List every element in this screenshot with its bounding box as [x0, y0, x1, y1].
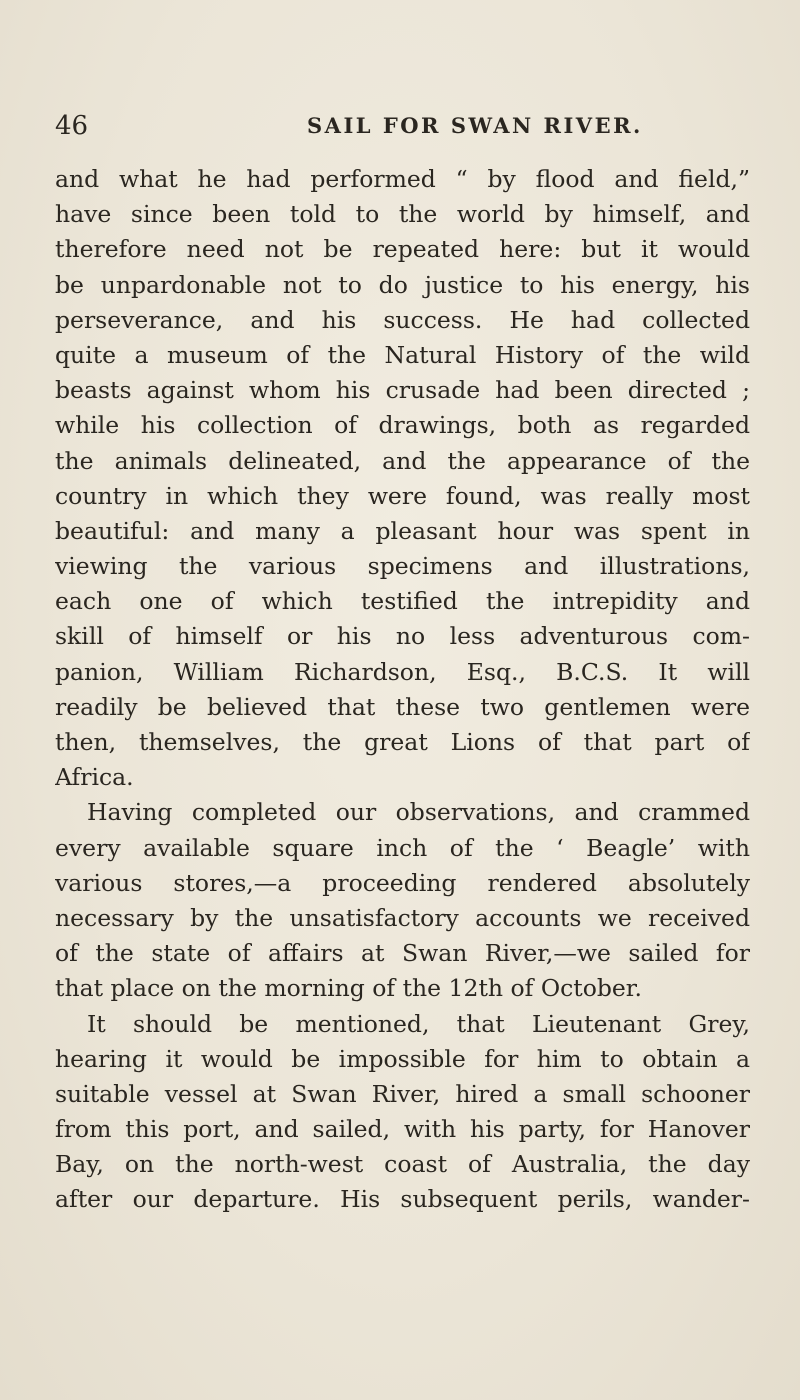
- text-line: hearing it would be impossible for him to obtain a: [55, 1044, 750, 1073]
- text-line: from this port, and sailed, with his party, for Hanover: [55, 1115, 750, 1144]
- text-line: readily be believed that these two gentlemen were: [55, 692, 750, 721]
- text-line: necessary by the unsatisfactory accounts we received: [55, 903, 750, 932]
- paragraph-end-line: Africa.: [55, 763, 134, 792]
- text-line: therefore need not be repeated here: but it would: [55, 235, 750, 264]
- body-text: [55, 162, 750, 1218]
- text-line: after our departure. His subsequent perils, wander-: [55, 1185, 750, 1214]
- text-line: various stores,—a proceeding rendered absolutely: [55, 868, 750, 897]
- paragraph-end-line: that place on the morning of the 12th of October.: [55, 974, 642, 1003]
- text-line: have since been told to the world by himself, and: [55, 200, 750, 229]
- text-line: and what he had performed “ by flood and field,”: [55, 165, 750, 193]
- page-number: 46: [55, 111, 89, 141]
- text-line: skill of himself or his no less adventurous com-: [55, 622, 750, 651]
- text-line: quite a museum of the Natural History of the wild: [55, 340, 750, 369]
- text-line: panion, William Richardson, Esq., B.C.S. It will: [55, 657, 750, 686]
- text-line: be unpardonable not to do justice to his energy, his: [55, 270, 750, 299]
- text-line: of the state of affairs at Swan River,—we sailed for: [55, 939, 750, 968]
- paragraph-first-line: It should be mentioned, that Lieutenant Grey,: [87, 1009, 750, 1038]
- text-line: then, themselves, the great Lions of that part of: [55, 728, 750, 756]
- text-line: viewing the various specimens and illustrations,: [55, 552, 750, 581]
- running-head: SAIL FOR SWAN RIVER.: [307, 113, 643, 138]
- text-line: each one of which testified the intrepidity and: [55, 587, 750, 616]
- page-header: [55, 106, 755, 146]
- text-line: Bay, on the north-west coast of Australia, the day: [55, 1150, 750, 1179]
- paragraph-first-line: Having completed our observations, and crammed: [87, 798, 750, 827]
- text-line: beasts against whom his crusade had been directed ;: [55, 376, 750, 405]
- text-line: while his collection of drawings, both as regarded: [55, 411, 750, 440]
- text-line: country in which they were found, was really most: [55, 481, 750, 510]
- text-line: beautiful: and many a pleasant hour was spent in: [55, 516, 750, 545]
- text-line: every available square inch of the ‘ Beagle’ with: [55, 833, 750, 862]
- text-line: suitable vessel at Swan River, hired a small schooner: [55, 1079, 750, 1108]
- text-line: perseverance, and his success. He had collected: [55, 305, 750, 334]
- text-line: the animals delineated, and the appearance of the: [55, 446, 750, 475]
